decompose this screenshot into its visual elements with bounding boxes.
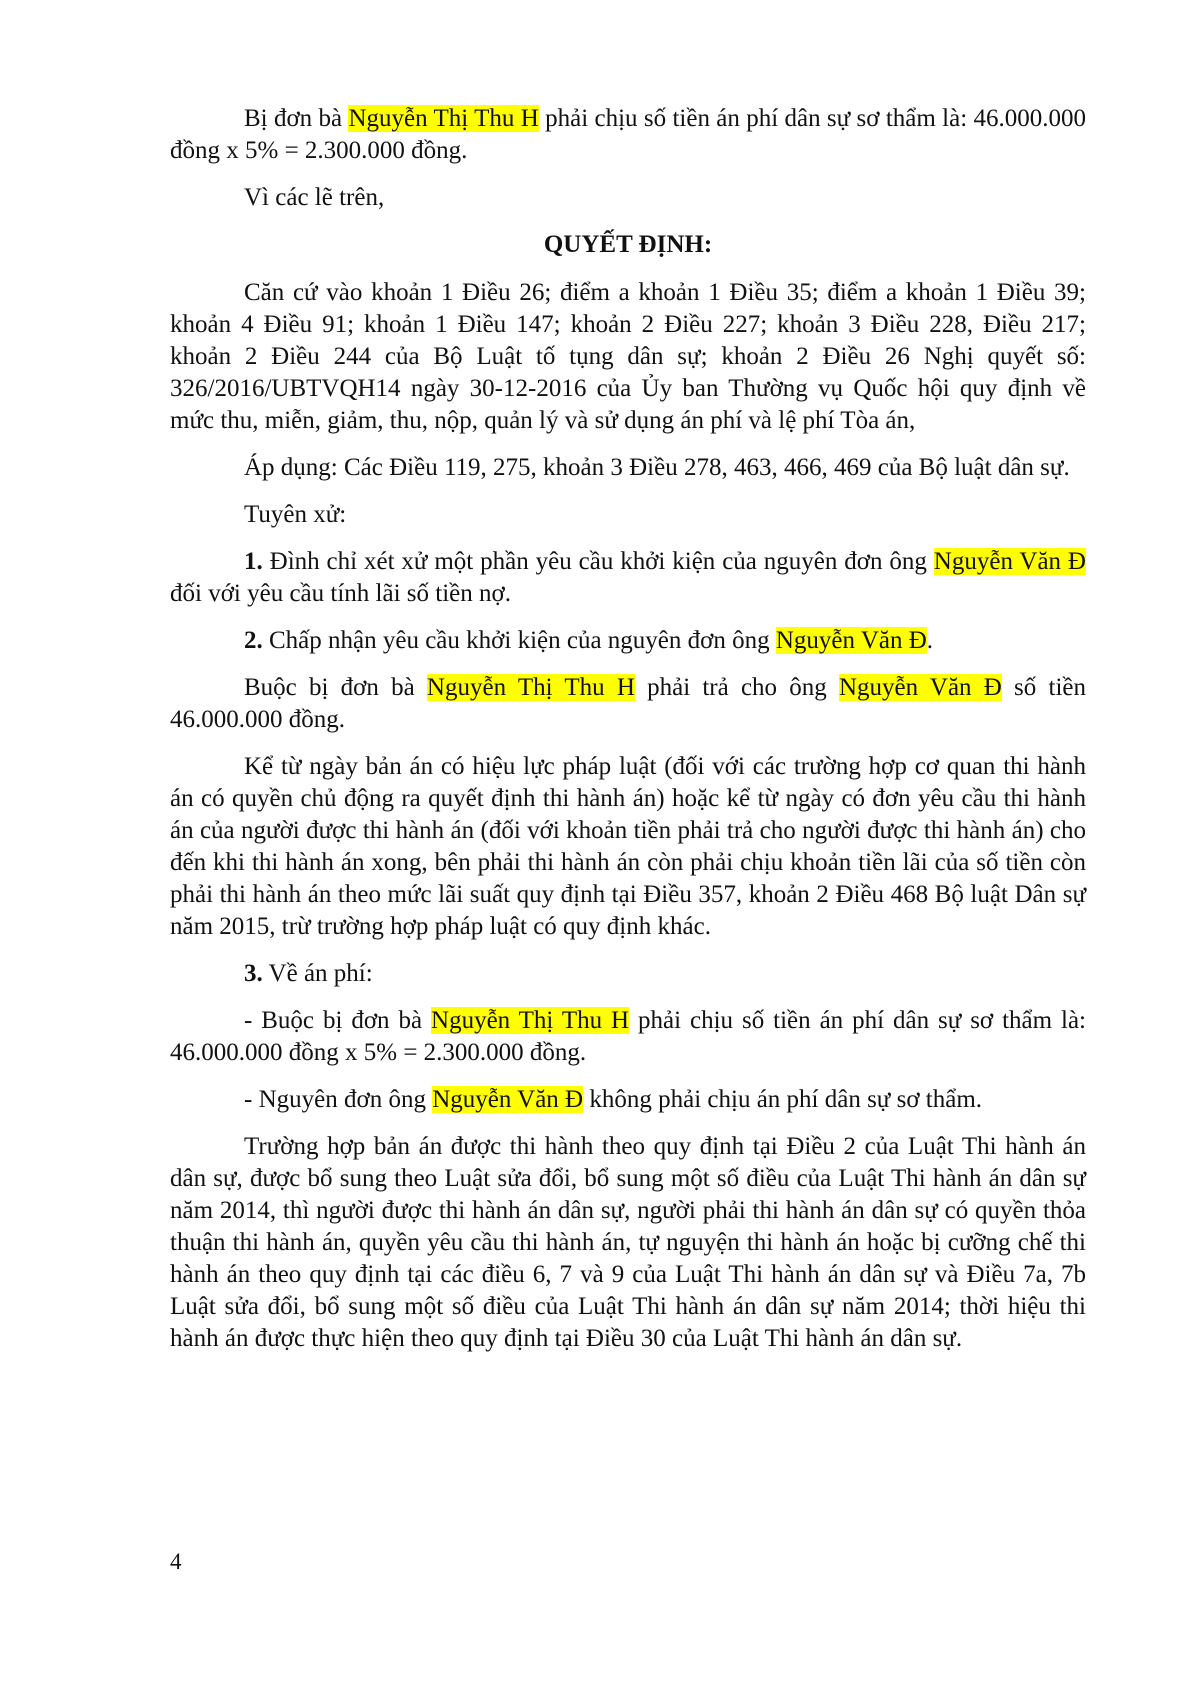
paragraph	[170, 1005, 1086, 1069]
page-number: 4	[170, 1549, 182, 1574]
text-run: Về án phí:	[262, 960, 373, 987]
text-run: Chấp nhận yêu cầu khởi kiện của nguyên đơn ông	[262, 627, 776, 654]
paragraph	[170, 103, 1086, 167]
text-run: - Nguyên đơn ông	[244, 1086, 433, 1113]
text-run: Buộc bị đơn bà	[244, 674, 427, 701]
text-run: - Buộc bị đơn bà	[244, 1007, 432, 1034]
text-run: Vì các lẽ trên,	[244, 184, 385, 211]
text-run: .	[926, 627, 934, 654]
text-run: Bị đơn bà	[244, 105, 349, 132]
paragraph	[170, 452, 1086, 484]
paragraph	[170, 625, 1086, 657]
highlighted-name: Nguyễn Văn Đ	[432, 1086, 584, 1113]
paragraph	[170, 1084, 1086, 1116]
text-run: Căn cứ vào khoản 1 Điều 26; điểm a khoản 1 Điều 35; điểm a khoản 1 Điều 39; khoản 4 Điều 91; khoản 1 Điều 147; khoản 2 Điều 227; khoản 3 Điều 228, Điều 217; khoản 2 Điều 244 của Bộ Luật tố tụng dân sự; khoản 2 Điều 26 Nghị quyết số: 326/2016/UBTVQH14 ngày 30-12-2016 của Ủy ban Thường vụ Quốc hội quy định về mức thu, miễn, giảm, thu, nộp, quản lý và sử dụng án phí và lệ phí Tòa án,	[170, 279, 1086, 434]
item-number: 3.	[244, 960, 263, 987]
text-run: đối với yêu cầu tính lãi số tiền nợ.	[170, 580, 511, 607]
text-run: Tuyên xử:	[244, 501, 347, 528]
paragraph	[170, 546, 1086, 610]
paragraph	[170, 751, 1086, 943]
text-run: Kể từ ngày bản án có hiệu lực pháp luật (đối với các trường hợp cơ quan thi hành án có quyền chủ động ra quyết định thi hành án) hoặc kể từ ngày có đơn yêu cầu thi hành án của người được thi hành án (đối với khoản tiền phải trả cho người được thi hành án) cho đến khi thi hành án xong, bên phải thi hành án còn phải chịu khoản tiền lãi của số tiền còn phải thi hành án theo mức lãi suất quy định tại Điều 357, khoản 2 Điều 468 Bộ luật Dân sự năm 2015, trừ trường hợp pháp luật có quy định khác.	[170, 753, 1086, 940]
highlighted-name: Nguyễn Văn Đ	[933, 548, 1086, 575]
text-run: QUYẾT ĐỊNH:	[543, 231, 713, 258]
highlighted-name: Nguyễn Thị Thu H	[426, 674, 635, 701]
paragraph	[170, 182, 1086, 214]
text-run: Áp dụng: Các Điều 119, 275, khoản 3 Điều 278, 463, 466, 469 của Bộ luật dân sự.	[244, 454, 1070, 481]
highlighted-name: Nguyễn Văn Đ	[775, 627, 927, 654]
highlighted-name: Nguyễn Thị Thu H	[431, 1007, 630, 1034]
paragraph	[170, 277, 1086, 437]
document-body	[170, 103, 1086, 1355]
paragraph	[170, 672, 1086, 736]
text-run: phải chịu số tiền án phí dân sự sơ thẩm là: 46.000.000 đồng x 5% = 2.300.000 đồng.	[170, 1007, 1086, 1066]
text-run: không phải chịu án phí dân sự sơ thẩm.	[583, 1086, 983, 1113]
text-run: số tiền 46.000.000 đồng.	[170, 674, 1086, 733]
paragraph	[170, 958, 1086, 990]
paragraph	[170, 1131, 1086, 1355]
text-run: phải chịu số tiền án phí dân sự sơ thẩm là: 46.000.000 đồng x 5% = 2.300.000 đồng.	[170, 105, 1086, 164]
text-run: Trường hợp bản án được thi hành theo quy định tại Điều 2 của Luật Thi hành án dân sự, được bổ sung theo Luật sửa đổi, bổ sung một số điều của Luật Thi hành án dân sự năm 2014, thì người được thi hành án dân sự, người phải thi hành án dân sự có quyền thỏa thuận thi hành án, quyền yêu cầu thi hành án, tự nguyện thi hành án hoặc bị cưỡng chế thi hành án theo quy định tại các điều 6, 7 và 9 của Luật Thi hành án dân sự và Điều 7a, 7b Luật sửa đổi, bổ sung một số điều của Luật Thi hành án dân sự năm 2014; thời hiệu thi hành án được thực hiện theo quy định tại Điều 30 của Luật Thi hành án dân sự.	[170, 1133, 1086, 1352]
section-heading	[170, 229, 1086, 261]
highlighted-name: Nguyễn Văn Đ	[838, 674, 1002, 701]
text-run: Đình chỉ xét xử một phần yêu cầu khởi kiện của nguyên đơn ông	[262, 548, 934, 575]
text-run: phải trả cho ông	[634, 674, 839, 701]
highlighted-name: Nguyễn Thị Thu H	[348, 105, 539, 132]
item-number: 2.	[244, 627, 263, 654]
item-number: 1.	[244, 548, 263, 575]
paragraph	[170, 499, 1086, 531]
